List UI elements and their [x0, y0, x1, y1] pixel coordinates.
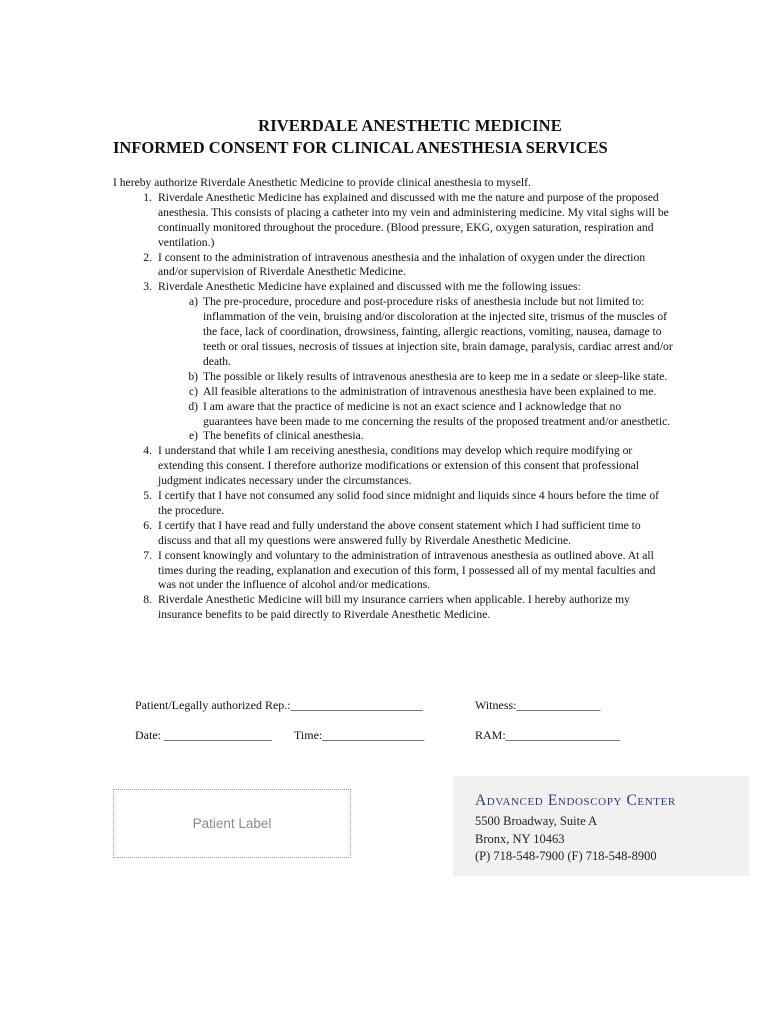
consent-item-8 — [113, 593, 673, 623]
clinic-address-line-1: 5500 Broadway, Suite A — [475, 814, 598, 828]
clinic-address-line-2: Bronx, NY 10463 — [475, 832, 565, 846]
time-field[interactable]: Time:_________________ — [294, 728, 425, 742]
issue-item-a — [158, 295, 673, 370]
item-number: 2. — [143, 250, 152, 264]
item-text: I consent to the administration of intravenous anesthesia and the inhalation of oxygen under the direction and/or supervision of Riverdale Anesthetic Medicine. — [158, 250, 646, 279]
consent-body — [113, 176, 673, 623]
issue-item-c — [158, 385, 673, 400]
item-number: 8. — [143, 593, 152, 607]
item-text: I certify that I have read and fully understand the above consent statement which I had sufficient time to discuss and that all my questions were answered fully by Riverdale Anesthetic Medicine. — [158, 518, 641, 547]
item-text: Riverdale Anesthetic Medicine have explained and discussed with me the following issues: — [158, 280, 581, 294]
date-field[interactable]: Date: __________________ — [135, 728, 272, 742]
issue-item-e — [158, 429, 673, 444]
document-title: RIVERDALE ANESTHETIC MEDICINE — [258, 116, 562, 135]
clinic-info-block — [453, 776, 749, 876]
item-text: I certify that I have not consumed any solid food since midnight and liquids since 4 hours before the time of the procedure. — [158, 489, 659, 517]
item-number: 3. — [143, 280, 152, 294]
ram-field[interactable]: RAM:___________________ — [475, 728, 620, 742]
issue-letter: b) — [188, 369, 198, 383]
issue-text: I am aware that the practice of medicine is not an exact science and I acknowledge that no guarantees have been made to me concerning the results of the proposed treatment and/or anesthetic. — [203, 399, 671, 428]
item-number: 6. — [143, 518, 152, 532]
document-subtitle: INFORMED CONSENT FOR CLINICAL ANESTHESIA SERVICES — [113, 138, 608, 157]
item-text: Riverdale Anesthetic Medicine will bill my insurance carriers when applicable. I hereby authorize my insurance benefits to be paid directly to Riverdale Anesthetic Medicine. — [158, 593, 630, 622]
issues-sublist — [158, 295, 673, 444]
consent-item-5 — [113, 489, 673, 519]
issue-item-d — [158, 400, 673, 430]
issue-letter: e) — [188, 429, 198, 443]
consent-item-1 — [113, 191, 673, 251]
consent-item-4 — [113, 444, 673, 489]
item-number: 5. — [143, 489, 152, 503]
patient-label-box — [113, 789, 351, 858]
consent-item-7 — [113, 549, 673, 594]
consent-list — [113, 191, 673, 623]
issue-text: The benefits of clinical anesthesia. — [203, 429, 364, 443]
item-text: I consent knowingly and voluntary to the administration of intravenous anesthesia as outlined above. At all times during the reading, explanation and execution of this form, I possessed all of my mental faculties and was not under the influence of alcohol and/or medications. — [158, 548, 656, 592]
issue-letter: a) — [188, 295, 198, 309]
issue-text: All feasible alterations to the administration of intravenous anesthesia have been explained to me. — [203, 384, 657, 398]
item-text: I understand that while I am receiving anesthesia, conditions may develop which require modifying or extending this consent. I therefore authorize modifications or extension of this consent that professional judgment indicates necessary under the circumstances. — [158, 444, 640, 488]
issue-item-b — [158, 370, 673, 385]
patient-signature-field[interactable]: Patient/Legally authorized Rep.:______________________ — [135, 698, 423, 712]
issue-text: The pre-procedure, procedure and post-procedure risks of anesthesia include but not limited to: inflammation of the vein, bruising and/or discoloration at the injected site, trismus of the muscles of the face, lack of coordination, drowsiness, fainting, allergic reactions, vomiting, nausea, damage to teeth or oral tissues, necrosis of tissues at injection site, brain damage, paralysis, cardiac arrest and/or death. — [203, 295, 673, 368]
item-number: 1. — [143, 190, 152, 204]
issue-text: The possible or likely results of intravenous anesthesia are to keep me in a sedate or sleep-like state. — [203, 369, 668, 383]
item-text: Riverdale Anesthetic Medicine has explained and discussed with me the nature and purpose of the proposed anesthesia. This consists of placing a catheter into my vein and administering medicine. My vital sighs will be continually monitored throughout the procedure. (Blood pressure, EKG, oxygen saturation, respiration and ventilation.) — [158, 190, 669, 249]
witness-signature-field[interactable]: Witness:______________ — [475, 698, 601, 712]
intro-statement: I hereby authorize Riverdale Anesthetic Medicine to provide clinical anesthesia to myself. — [113, 176, 531, 189]
item-number: 7. — [143, 548, 152, 562]
item-number: 4. — [143, 444, 152, 458]
clinic-phone-numbers: (P) 718-548-7900 (F) 718-548-8900 — [475, 849, 657, 863]
consent-item-2 — [113, 251, 673, 281]
issue-letter: d) — [188, 399, 198, 413]
consent-item-3 — [113, 280, 673, 444]
patient-label-text: Patient Label — [192, 816, 272, 831]
issue-letter: c) — [188, 384, 198, 398]
consent-item-6 — [113, 519, 673, 549]
clinic-name: Advanced Endoscopy Center — [475, 792, 676, 809]
